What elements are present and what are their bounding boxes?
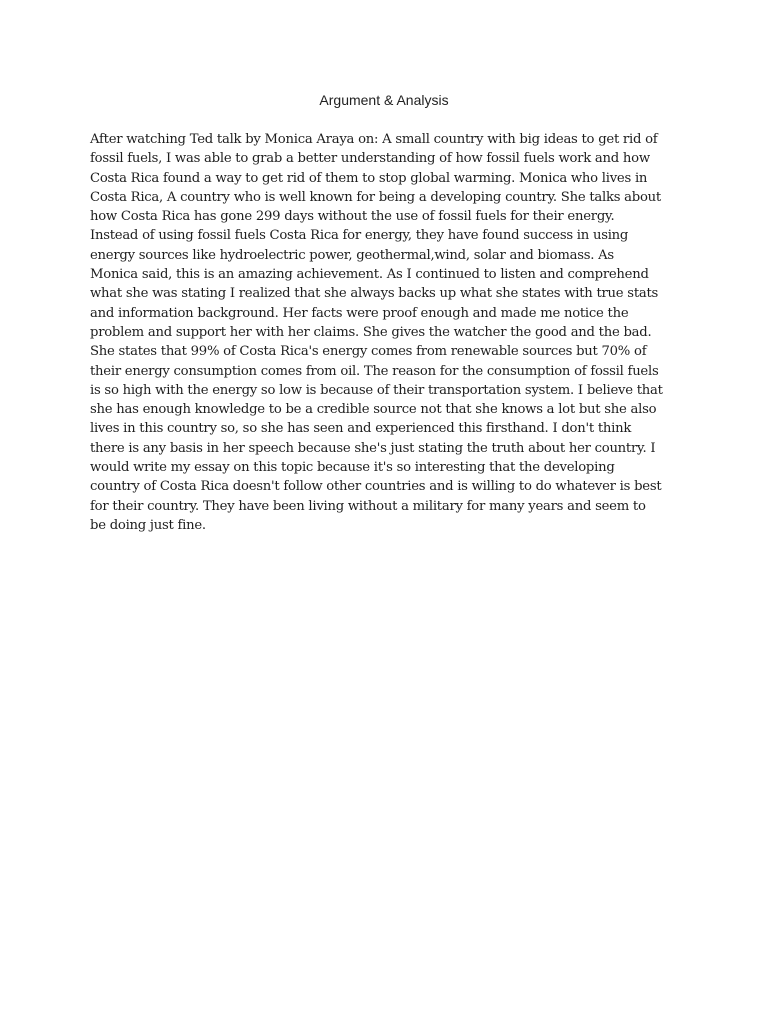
paragraph-line: would write my essay on this topic because it's so interesting that the developing bbox=[90, 460, 615, 476]
paragraph-line: she has enough knowledge to be a credible source not that she knows a lot but she also bbox=[90, 402, 657, 418]
document-title: Argument & Analysis bbox=[319, 92, 449, 108]
paragraph-line: their energy consumption comes from oil. The reason for the consumption of fossil fuels bbox=[90, 363, 659, 379]
paragraph-line: Monica said, this is an amazing achievement. As I continued to listen and comprehend bbox=[90, 267, 649, 283]
paragraph-line: is so high with the energy so low is because of their transportation system. I believe that bbox=[90, 382, 663, 398]
paragraph-line: fossil fuels, I was able to grab a better understanding of how fossil fuels work and how bbox=[90, 151, 650, 167]
paragraph-line: She states that 99% of Costa Rica's energy comes from renewable sources but 70% of bbox=[90, 344, 647, 360]
paragraph-line: Instead of using fossil fuels Costa Rica for energy, they have found success in using bbox=[90, 228, 629, 244]
paragraph-line: problem and support her with her claims. She gives the watcher the good and the bad. bbox=[90, 324, 652, 340]
paragraph-line: After watching Ted talk by Monica Araya on: A small country with big ideas to get rid of bbox=[90, 132, 658, 147]
paragraph-line: Costa Rica found a way to get rid of them to stop global warming. Monica who lives in bbox=[90, 170, 648, 186]
paragraph-line: and information background. Her facts were proof enough and made me notice the bbox=[90, 305, 629, 321]
paragraph-line: be doing just fine. bbox=[90, 517, 206, 533]
paragraph-line: for their country. They have been living without a military for many years and seem to bbox=[90, 498, 646, 514]
paragraph-line: there is any basis in her speech because she's just stating the truth about her country. I bbox=[90, 440, 656, 456]
paragraph-line: energy sources like hydroelectric power, geothermal,wind, solar and biomass. As bbox=[90, 247, 614, 263]
essay-paragraph bbox=[90, 130, 688, 535]
paragraph-line: how Costa Rica has gone 299 days without the use of fossil fuels for their energy. bbox=[90, 209, 615, 225]
paragraph-line: what she was stating I realized that she always backs up what she states with true stats bbox=[90, 286, 659, 302]
paragraph-line: country of Costa Rica doesn't follow other countries and is willing to do whatever is best bbox=[90, 479, 662, 495]
paragraph-line: lives in this country so, so she has seen and experienced this firsthand. I don't think bbox=[90, 421, 632, 437]
paragraph-line: Costa Rica, A country who is well known for being a developing country. She talks about bbox=[90, 189, 661, 205]
